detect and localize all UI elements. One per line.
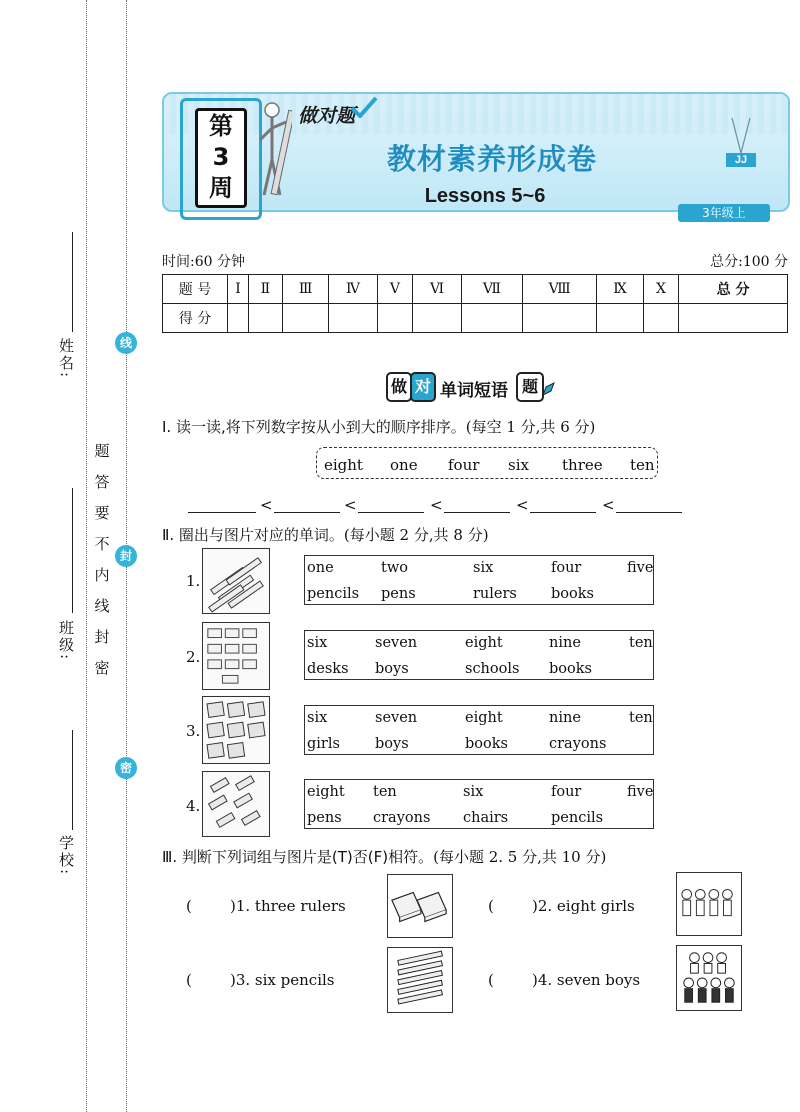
warning-char: 密 [94, 659, 110, 677]
section-badge-ti: 题 [516, 372, 544, 402]
column-header: Ⅲ [282, 275, 329, 304]
warning-char: 要 [94, 504, 110, 522]
column-header: Ⅸ [597, 275, 644, 304]
option-word[interactable]: two [381, 560, 408, 576]
word-one: one [390, 456, 418, 474]
column-header: Ⅷ [523, 275, 597, 304]
row-label: 题 号 [163, 275, 228, 304]
total-score: 总分:100 分 [710, 254, 788, 270]
word-three: three [562, 456, 603, 474]
score-cell[interactable] [597, 304, 644, 333]
time-limit: 时间:60 分钟 [162, 254, 245, 270]
row-label: 得 分 [163, 304, 228, 333]
warning-char: 线 [94, 597, 110, 615]
option-word[interactable]: boys [375, 736, 409, 752]
column-header: Ⅶ [461, 275, 522, 304]
options-box [304, 779, 654, 829]
seal-xian-icon: 线 [115, 332, 137, 354]
answer-paren-open[interactable]: ( [488, 971, 494, 989]
question-number: 1. [186, 572, 201, 590]
crayons-icon [202, 771, 270, 837]
option-word[interactable]: schools [465, 661, 520, 677]
section-badge-dui: 对 [410, 372, 436, 402]
warning-char: 不 [94, 535, 110, 553]
less-than-sign: < [430, 496, 443, 514]
option-word[interactable]: pens [381, 586, 416, 602]
column-header: Ⅱ [248, 275, 282, 304]
question-number: 2. [186, 648, 201, 666]
pencil-figure-icon [258, 100, 292, 205]
less-than-sign: < [516, 496, 529, 514]
order-blank[interactable] [616, 512, 682, 513]
section-banner-words: 单词短语 [440, 381, 508, 401]
order-blank[interactable] [444, 512, 510, 513]
column-header: Ⅰ [228, 275, 249, 304]
order-blank[interactable] [188, 512, 256, 513]
publisher-tag: JJ [726, 153, 756, 167]
score-cell[interactable] [282, 304, 329, 333]
question-number: 4. [186, 797, 201, 815]
word-six: six [508, 456, 529, 474]
part1-title-text: Ⅰ. 读一读,将下列数字按从小到大的顺序排序。 [162, 418, 466, 436]
seal-feng-icon: 封 [115, 545, 137, 567]
children-icon [676, 872, 742, 936]
option-word[interactable]: six [473, 560, 494, 576]
seal-mi-icon: 密 [115, 757, 137, 779]
column-header: Ⅹ [643, 275, 678, 304]
less-than-sign: < [602, 496, 615, 514]
score-cell[interactable] [413, 304, 461, 333]
option-word[interactable]: six [463, 784, 484, 800]
option-word[interactable]: nine [549, 635, 581, 651]
option-word[interactable]: seven [375, 710, 418, 726]
option-word[interactable]: boys [375, 661, 409, 677]
part2-note: (每小题 2 分,共 8 分) [343, 526, 489, 544]
books-icon [202, 696, 270, 764]
option-word[interactable]: chairs [463, 810, 509, 826]
school-line[interactable] [72, 730, 73, 830]
pencils-icon [387, 947, 453, 1013]
part3-title-text: Ⅲ. 判断下列词组与图片是(T)否(F)相符。 [162, 848, 434, 866]
question-number: 3. [186, 722, 201, 740]
score-cell[interactable] [643, 304, 678, 333]
class-line[interactable] [72, 488, 73, 613]
word-eight: eight [324, 456, 363, 474]
score-table-header-row [163, 275, 788, 304]
option-word[interactable]: eight [465, 710, 503, 726]
brand-logo: 做对题 [298, 105, 356, 127]
score-table [162, 274, 788, 333]
score-cell[interactable] [228, 304, 249, 333]
answer-paren-open[interactable]: ( [186, 897, 192, 915]
option-word[interactable]: books [465, 736, 508, 752]
option-word[interactable]: ten [629, 635, 653, 651]
answer-paren-open[interactable]: ( [186, 971, 192, 989]
part1-title [162, 416, 595, 437]
week-badge [195, 108, 247, 208]
score-cell[interactable] [329, 304, 377, 333]
option-word[interactable]: books [549, 661, 592, 677]
option-word[interactable]: five [627, 560, 654, 576]
pencil-tip-icon [542, 382, 556, 396]
option-word[interactable]: crayons [373, 810, 431, 826]
option-word[interactable]: desks [307, 661, 349, 677]
option-word[interactable]: ten [629, 710, 653, 726]
warning-char: 内 [94, 566, 110, 584]
school-label: 学校: [57, 835, 75, 877]
checkmark-icon [350, 96, 378, 118]
part1-note: (每空 1 分,共 6 分) [465, 418, 596, 436]
word-four: four [448, 456, 480, 474]
score-cell[interactable] [248, 304, 282, 333]
option-word[interactable]: eight [307, 784, 345, 800]
column-header: Ⅵ [413, 275, 461, 304]
class-label: 班级: [57, 620, 75, 662]
column-header: 总 分 [679, 275, 788, 304]
order-blank[interactable] [274, 512, 340, 513]
warning-char: 封 [94, 628, 110, 646]
section-badge-zuo: 做 [386, 372, 412, 402]
column-header: Ⅴ [377, 275, 413, 304]
warning-char: 答 [94, 473, 110, 491]
tf-item-2: )2. eight girls [532, 897, 635, 915]
section-banner [386, 370, 562, 402]
tf-item-3: )3. six pencils [230, 971, 335, 989]
lessons-subtitle: Lessons 5~6 [424, 185, 546, 207]
options-box [304, 555, 654, 605]
order-blank[interactable] [530, 512, 596, 513]
part3-title [162, 846, 606, 867]
week-number: 3 [212, 143, 230, 171]
name-line[interactable] [72, 232, 73, 332]
grade-badge: 3年级上 [678, 204, 770, 222]
part2-title [162, 524, 489, 545]
option-word[interactable]: rulers [473, 586, 517, 602]
less-than-sign: < [344, 496, 357, 514]
option-word[interactable]: pencils [551, 810, 604, 826]
option-word[interactable]: four [551, 560, 582, 576]
answer-paren-open[interactable]: ( [488, 897, 494, 915]
options-box [304, 705, 654, 755]
score-cell[interactable] [377, 304, 413, 333]
part3-note: (每小题 2. 5 分,共 10 分) [433, 848, 607, 866]
options-box [304, 630, 654, 680]
option-word[interactable]: pens [307, 810, 342, 826]
score-cell[interactable] [679, 304, 788, 333]
name-label: 姓名: [57, 338, 75, 380]
score-cell[interactable] [461, 304, 522, 333]
number-word-box [316, 447, 658, 479]
word-ten: ten [630, 456, 655, 474]
tf-item-4: )4. seven boys [532, 971, 641, 989]
less-than-sign: < [260, 496, 273, 514]
books-icon [387, 874, 453, 938]
order-blank[interactable] [358, 512, 424, 513]
score-cell[interactable] [523, 304, 597, 333]
option-word[interactable]: five [627, 784, 654, 800]
option-word[interactable]: eight [465, 635, 503, 651]
score-table-score-row [163, 304, 788, 333]
option-word[interactable]: six [307, 710, 328, 726]
desks-icon [202, 622, 270, 690]
option-word[interactable]: seven [375, 635, 418, 651]
option-word[interactable]: pencils [307, 586, 360, 602]
page-title: 教材素养形成卷 [386, 142, 597, 176]
option-word[interactable]: crayons [549, 736, 607, 752]
tf-item-1: )1. three rulers [230, 897, 346, 915]
warning-char: 题 [94, 442, 110, 460]
option-word[interactable]: one [307, 560, 334, 576]
week-char: 周 [209, 174, 233, 202]
boys-icon [676, 945, 742, 1011]
option-word[interactable]: six [307, 635, 328, 651]
option-word[interactable]: books [551, 586, 594, 602]
no-answer-warning [92, 436, 112, 684]
option-word[interactable]: four [551, 784, 582, 800]
option-word[interactable]: nine [549, 710, 581, 726]
part2-title-text: Ⅱ. 圈出与图片对应的单词。 [162, 526, 344, 544]
tag-string-icon [728, 118, 754, 154]
option-word[interactable]: ten [373, 784, 397, 800]
week-char: 第 [209, 112, 233, 140]
option-word[interactable]: girls [307, 736, 340, 752]
dotted-fold-line-outer [86, 0, 87, 1112]
rulers-icon [202, 548, 270, 614]
column-header: Ⅳ [329, 275, 377, 304]
